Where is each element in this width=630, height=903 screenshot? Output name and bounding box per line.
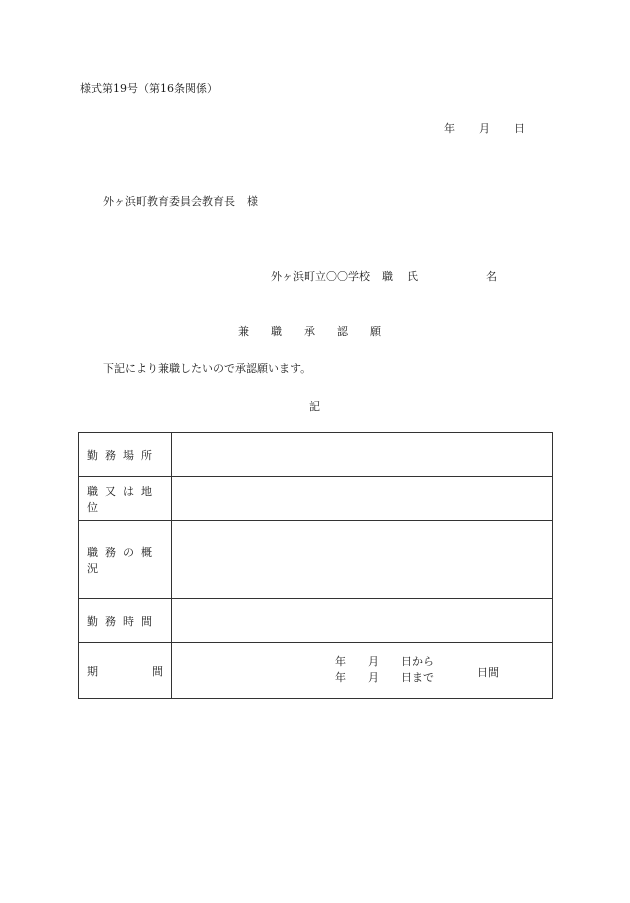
title-char: 認 [337,325,348,338]
applicant-name-label-1: 氏 [407,270,418,283]
period-to-month: 月 [368,671,379,684]
value-period[interactable] [172,643,553,699]
value-duties[interactable] [172,521,553,599]
period-from-year: 年 [335,655,346,668]
label-period [79,643,172,699]
value-work-hours[interactable] [172,599,553,643]
period-from-label: 日から [401,655,434,668]
details-table [78,432,553,699]
date-line [444,120,525,136]
title-char: 兼 [238,325,249,338]
date-day-label: 日 [514,122,525,135]
form-number: 様式第19号（第16条関係） [80,82,218,95]
label-position: 職又は地位 [79,477,172,521]
addressee-honorific: 様 [247,195,258,208]
period-to-line [335,670,434,686]
period-to-label: 日まで [401,671,434,684]
title-char: 職 [271,325,282,338]
title-char: 承 [304,325,315,338]
addressee [103,193,258,209]
period-from-month: 月 [368,655,379,668]
date-year-label: 年 [444,122,455,135]
document-title [238,323,403,339]
ki-label: 記 [309,400,320,413]
addressee-name: 外ヶ浜町教育委員会教育長 [103,195,235,208]
period-to-year: 年 [335,671,346,684]
table-row [79,643,553,699]
period-from-line [335,654,434,670]
period-dates [335,654,434,686]
applicant-school: 外ヶ浜町立〇〇学校 [271,270,370,283]
period-label-left: 期 [87,664,98,678]
label-duties: 職務の概況 [79,521,172,599]
period-days-label: 日間 [477,666,499,679]
applicant-line [271,268,497,284]
table-row [79,599,553,643]
body-text: 下記により兼職したいので承認願います。 [103,362,312,375]
value-work-place[interactable] [172,433,553,477]
value-position[interactable] [172,477,553,521]
table-row [79,433,553,477]
date-month-label: 月 [479,122,490,135]
label-work-place: 勤務場所 [79,433,172,477]
applicant-position: 職 [382,270,393,283]
table-row [79,521,553,599]
label-work-hours: 勤務時間 [79,599,172,643]
title-char: 願 [370,325,381,338]
applicant-name-label-2: 名 [486,270,497,283]
table-row [79,477,553,521]
period-label-right: 間 [152,664,163,678]
